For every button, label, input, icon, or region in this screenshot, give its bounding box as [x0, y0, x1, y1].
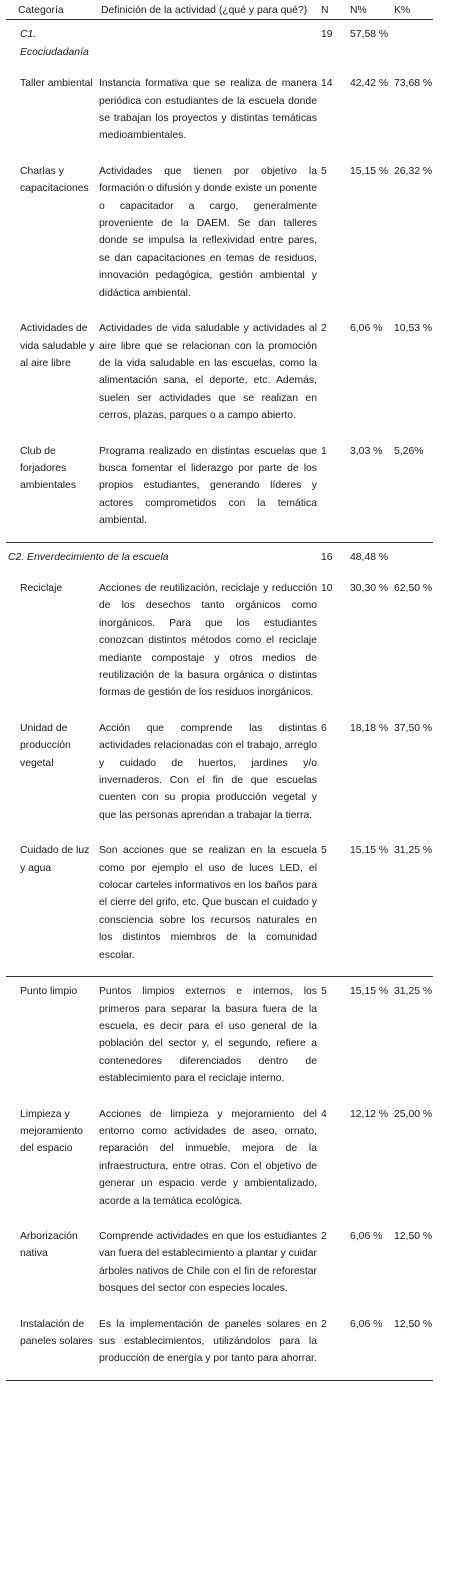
group-row-c1 — [6, 20, 433, 69]
table-row — [6, 437, 433, 543]
row-categoria: Instalación de paneles solares — [6, 1310, 99, 1381]
row-kpct: 37,50 % — [394, 722, 433, 734]
row-definicion: Acción que comprende las distintas actividades relacionadas con el trabajo, arreglo y cuidado de huertos, jardines y/o invernaderos. Con el fin de que escuelas cuenten con su propia producción vegetal y que las personas aprendan a trabajar la tierra. — [99, 722, 317, 821]
row-definicion: Actividades de vida saludable y actividades al aire libre que se relacionan con la promoción de la vida saludable en las escuelas, como la alimentación sana, el deporte, etc. Además, suelen ser actividades que se realizan en cerros, plazas, parques o a campo abierto. — [99, 323, 317, 422]
row-n: 5 — [321, 845, 327, 857]
row-definicion: Puntos limpios externos e internos, los primeros para separar la basura fuera de la escuela, es decir para el uso general de la población del sector y, el segundo, refiere a contenedores diferenciados dentro de establecimiento para el reciclaje interno. — [99, 977, 321, 1100]
group-npct: 48,48 % — [347, 542, 391, 574]
row-npct: 15,15 % — [347, 977, 391, 1100]
header-row — [6, 2, 433, 20]
row-npct: 15,15 % — [350, 165, 389, 177]
group-row-c2 — [6, 542, 433, 574]
row-kpct: 12,50 % — [394, 1230, 433, 1242]
row-npct: 3,03 % — [350, 445, 383, 457]
header-n: N — [321, 2, 347, 20]
row-categoria: Cuidado de luz y agua — [20, 845, 90, 874]
row-categoria: Punto limpio — [6, 977, 99, 1100]
row-n: 2 — [321, 1230, 327, 1242]
header-kpct: K% — [391, 2, 433, 20]
row-categoria: Reciclaje — [20, 582, 63, 594]
row-categoria: Arborización nativa — [20, 1230, 78, 1260]
row-n: 5 — [321, 165, 327, 177]
row-definicion: Acciones de reutilización, reciclaje y reducción de los desechos tanto orgánicos como inorgánicos. Para que los estudiantes conozcan distintos métodos como el reciclaje mediante compostaje y otros medios de reutilización de la basura orgánica o distintas formas de gestión de los residuos inorgánicos. — [99, 582, 317, 699]
row-definicion: Instancia formativa que se realiza de manera periódica con estudiantes de la escuela donde se trabajan los proyectos y distintas temáticas medioambientales. — [99, 78, 317, 142]
row-definicion: Es la implementación de paneles solares en sus establecimientos, utilizándolos para la producción de energía y por tanto para ahorrar. — [99, 1310, 321, 1381]
header-definicion: Definición de la actividad (¿qué y para qué?) — [99, 2, 321, 20]
row-definicion: Programa realizado en distintas escuelas que busca fomentar el liderazgo por parte de los propios estudiantes, generando líderes y actores comprometidos con la temática ambiental. — [99, 445, 317, 527]
row-definicion: Son acciones que se realizan en la escuela como por ejemplo el uso de luces LED, el colocar carteles informativos en los baños para el cierre del grifo, etc. Que buscan el cuidado y consciencia sobre los recursos naturales en los distintos miembros de la comunidad escolar. — [99, 845, 317, 961]
row-kpct: 31,25 % — [391, 977, 433, 1100]
row-n: 5 — [321, 977, 347, 1100]
table-row — [6, 69, 433, 157]
header-npct: N% — [347, 2, 391, 20]
group-kpct — [391, 542, 433, 574]
row-categoria: Unidad de producción vegetal — [20, 722, 71, 769]
row-n: 4 — [321, 1108, 327, 1120]
row-categoria: Club de forjadores ambientales — [20, 445, 77, 492]
row-npct: 42,42 % — [350, 78, 389, 90]
row-categoria: Charlas y capacitaciones — [20, 165, 89, 195]
table-row — [6, 574, 433, 714]
row-kpct: 62,50 % — [394, 582, 433, 594]
row-categoria: Limpieza y mejoramiento del espacio — [20, 1108, 83, 1155]
table-row — [6, 977, 433, 1100]
row-npct: 6,06 % — [347, 1310, 391, 1381]
header-categoria: Categoría — [6, 2, 99, 20]
table-row — [6, 836, 433, 976]
group-n: 19 — [321, 29, 333, 41]
row-kpct: 12,50 % — [391, 1310, 433, 1381]
row-npct: 18,18 % — [350, 722, 389, 734]
group-npct: 57,58 % — [350, 29, 389, 41]
table-row — [6, 1100, 433, 1222]
row-kpct: 5,26% — [394, 445, 424, 457]
group-label: C2. Enverdecimiento de la escuela — [6, 542, 321, 574]
row-n: 14 — [321, 78, 333, 90]
row-npct: 30,30 % — [350, 582, 389, 594]
group-kpct — [391, 20, 433, 69]
row-kpct: 73,68 % — [394, 78, 433, 90]
row-kpct: 26,32 % — [394, 165, 433, 177]
table-row — [6, 714, 433, 836]
row-n: 2 — [321, 1310, 347, 1381]
row-kpct: 10,53 % — [394, 323, 433, 335]
row-n: 6 — [321, 722, 327, 734]
group-label: C1. Ecociudadanía — [20, 29, 89, 58]
row-categoria: Actividades de vida saludable y al aire libre — [20, 323, 95, 369]
table-row — [6, 1310, 433, 1381]
row-definicion: Acciones de limpieza y mejoramiento del entorno como actividades de aseo, ornato, reparación del inmueble, mejora de la infraestructura, entre otras. Con el objetivo de generar un espacio verde y ambientalizado, acorde a la temática ecológica. — [99, 1108, 317, 1207]
group-n: 16 — [321, 542, 347, 574]
activities-table — [6, 2, 433, 1381]
row-npct: 6,06 % — [350, 1230, 383, 1242]
row-npct: 12,12 % — [350, 1108, 389, 1120]
row-categoria: Taller ambiental — [20, 78, 93, 90]
row-kpct: 25,00 % — [394, 1108, 433, 1120]
row-npct: 15,15 % — [350, 845, 389, 857]
row-n: 2 — [321, 323, 327, 335]
row-definicion: Actividades que tienen por objetivo la formación o difusión y donde existe un ponente o capacitador a cargo, generalmente proveniente de la DAEM. Se dan talleres donde se impulsa la reflexividad entre pares, se dan capacitaciones en temas de residuos, innovación pedagógica, gestión ambiental y didáctica ambiental. — [99, 165, 317, 299]
row-n: 10 — [321, 582, 333, 594]
row-kpct: 31,25 % — [394, 845, 433, 857]
row-n: 1 — [321, 445, 327, 457]
table-row — [6, 157, 433, 314]
row-definicion: Comprende actividades en que los estudiantes van fuera del establecimiento a plantar y cuidar árboles nativos de Chile con el fin de reforestar bosques del sector con especies locales. — [99, 1230, 317, 1295]
row-npct: 6,06 % — [350, 323, 383, 335]
table-row — [6, 1222, 433, 1310]
table-row — [6, 314, 433, 436]
